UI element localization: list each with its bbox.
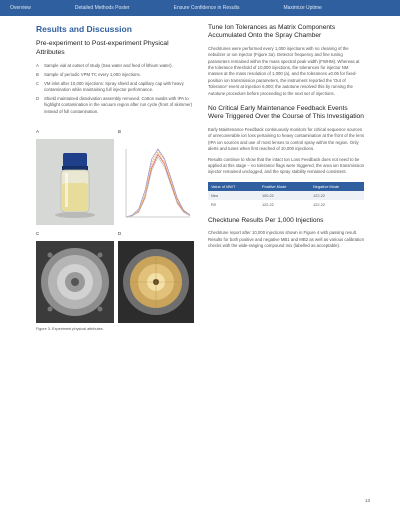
block-text-tune-tolerances: Checktunes were performed every 1,000 injections with no cleaning of the nebulizer or ion injector (Figure 3a). Detector frequency and fine tuning parameters remained within the mass spectral peak width (FWHM). Whereas at the tolerance threshold of 10,000 injections, the tolerances for injector NM masses at the mass resolution of 1,000 (a), and the tolerances ±0.06 for fixed-position ion transmission parameters, the instrument reported the 'Out of Tolerance' event at injection 6,000; the autotune resolved this by running the Autotune procedure before proceeding to the next set of injections. xyxy=(208,45,360,96)
list-text: Sample vial at outset of study (Sea water and feed of lithium water). xyxy=(44,63,173,68)
figure-label-d: D xyxy=(118,231,122,237)
block-title-checktune-results: Checktune Results Per 1,000 Injections xyxy=(208,216,324,224)
figure-label-c: C xyxy=(36,231,40,237)
attribute-list xyxy=(36,63,194,115)
results-table xyxy=(208,182,364,209)
table-cell: 122.22 xyxy=(259,200,310,209)
list-item xyxy=(36,72,194,78)
nav-item-maximize-uptime[interactable]: Maximize Uptime xyxy=(283,5,322,11)
figure-label-b: B xyxy=(118,129,122,135)
block-title-tune-tolerances: Tune Ion Tolerances as Matrix Components Accumulated Onto the Spray Chamber xyxy=(208,24,336,40)
vacuum-region-photo xyxy=(118,241,194,323)
vacuum-region-illustration xyxy=(118,241,194,323)
sample-vial-photo xyxy=(36,139,114,225)
table-cell: RX xyxy=(208,200,259,209)
block-text-maintenance-feedback-b: Results continue to show that the intact Ion Loss Feedback does not need to be applied at this stage – no tolerance flags were triggered, the area ion transmission injector remained unclogged, and the spray stability remained consistent. xyxy=(208,156,364,175)
table-cell: Neu xyxy=(208,191,259,200)
table-cell: 122.22 xyxy=(310,200,364,209)
block-text-maintenance-feedback: Early Maintenance Feedback continuously monitors for critical sequence sources of unrecoverable ion loss pertaining to heavy contamination at the front of the lens (IPA ion sources and use of most lenses to control spray within the region. Only alerts and tunes when first reached of 10,000 injections. xyxy=(208,126,364,152)
table-header-cell: Negative Mode xyxy=(310,182,364,191)
page-number: 13 xyxy=(364,498,370,503)
table-header-cell: Value of MWT xyxy=(208,182,259,191)
table-cell: 122.22 xyxy=(310,191,364,200)
spray-shield-illustration xyxy=(36,241,114,323)
list-item xyxy=(36,63,194,69)
spectrum-series-line xyxy=(126,157,190,217)
nav-item-ensure-confidence[interactable]: Ensure Confidence in Results xyxy=(173,5,240,11)
figure-label-a: A xyxy=(36,129,40,135)
list-text: Sample of periodic VPM TC every 1,000 injections. xyxy=(44,71,141,77)
periodic-spectrum-chart xyxy=(118,139,194,225)
list-letter: A xyxy=(36,63,39,68)
spectrum-svg xyxy=(118,139,194,225)
table-row xyxy=(208,191,364,200)
spray-shield-photo xyxy=(36,241,114,323)
top-navigation-bar xyxy=(0,0,400,16)
block-title-maintenance-feedback: No Critical Early Maintenance Feedback Events Were Triggered Over the Course of This Investigation xyxy=(208,105,364,121)
vial-illustration xyxy=(36,139,114,225)
list-letter: B xyxy=(36,71,39,77)
list-letter: C xyxy=(36,80,40,86)
nav-item-overview[interactable]: Overview xyxy=(10,5,31,11)
right-column xyxy=(208,24,364,249)
table-header-cell: Positive Mode xyxy=(259,182,310,191)
figure-caption: Figure 3. Experiment physical attributes. xyxy=(36,327,104,332)
list-item xyxy=(36,81,194,94)
list-text: Shield maintained dissolvation assembly removed. Cotton swabs with IPA to highlight contamination in the vacuum region after run cycle (front of skimmer) instead of full contamination. xyxy=(44,95,193,114)
list-letter: D xyxy=(36,95,40,101)
table-header-row xyxy=(208,182,364,191)
table-row xyxy=(208,200,364,209)
list-item xyxy=(36,96,194,115)
nav-item-detailed-methods[interactable]: Detailed Methods Poster xyxy=(74,5,130,11)
table-cell: 100.22 xyxy=(259,191,310,200)
subsection-title: Pre-experiment to Post-experiment Physical Attributes xyxy=(36,40,169,56)
section-title: Results and Discussion xyxy=(36,24,132,34)
block-text-checktune-results: Checktune report after 10,000 injections shown in Figure 4 with passing result. Results for both positive and negative MB1 and MB2 as well as various calibration checks with the wide-ranging compound mix (labelled as acceptable). xyxy=(208,230,364,248)
figure-grid xyxy=(36,129,194,339)
left-column xyxy=(36,24,194,339)
list-text: VM inlet after 10,000 injections: Spray shield and capillary cap with heavy contamination while maintaining full injector performance. xyxy=(44,80,184,92)
